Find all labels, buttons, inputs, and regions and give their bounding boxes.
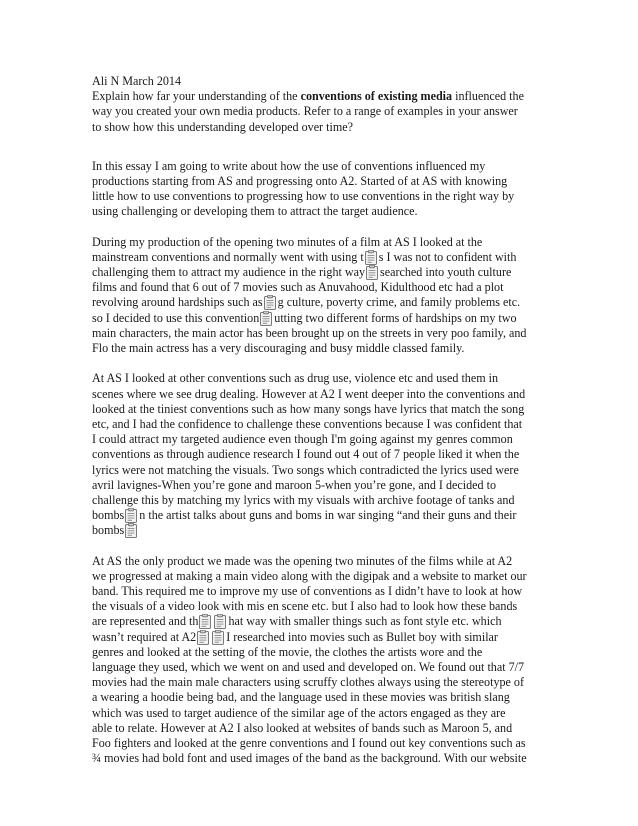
paragraph-line: Foo fighters and looked at the genre conventions and I found out key conventions such as [92, 735, 526, 750]
question-text: influenced the [452, 89, 524, 104]
paragraph-line: main characters, the main actor has been brought up on the streets in very poo family, and [92, 325, 527, 340]
paragraph-line: band. This required me to improve my use of conventions as I didn’t have to look at how [92, 584, 523, 598]
paragraph-line: n the artist talks about guns and boms in war singing “and their guns and their [139, 508, 517, 523]
paragraph-line: little how to use conventions to progressing how to use conventions in the right way by [92, 189, 515, 204]
paragraph-line: the visuals of a video look with mis en scene etc. but I also had to look how these bands [92, 599, 518, 614]
paragraph-as-a2-conventions [92, 371, 552, 538]
paragraph-line: revolving around hardships such as [92, 295, 263, 310]
paragraph-line: using challenging or developing them to attract the target audience. [92, 204, 418, 219]
paragraph-line: lyrics were not matching the visuals. Two songs which contradicted the lyrics used were [92, 462, 519, 477]
essay-question [92, 89, 552, 135]
paragraph-line: films and found that 6 out of 7 movies such as Anuvahood, Kidulthood etc had a plot [92, 280, 504, 295]
paragraph-intro [92, 159, 552, 220]
paragraph-line: challenging them to attract my audience in the right way [92, 265, 366, 280]
paragraph-line: which was used to target audience of the similar age of the actors engaged as they are [92, 705, 506, 720]
paragraph-line: g culture, poverty crime, and family problems etc. [277, 295, 521, 310]
paragraph-line: utting two different forms of hardships on my two [274, 310, 517, 325]
note-icon[interactable] [199, 614, 212, 629]
question-text: to show how this understanding developed over time? [92, 119, 353, 134]
note-icon[interactable] [260, 311, 273, 326]
note-icon[interactable] [365, 250, 378, 265]
note-icon[interactable] [125, 523, 138, 538]
paragraph-line: etc, and I had the confidence to challenge these conventions because I was confident that [92, 416, 523, 431]
paragraph-line: In this essay I am going to write about how the use of conventions influenced my [92, 158, 486, 173]
question-text: way you created your own media products. Refer to a range of examples in your answer [92, 104, 518, 119]
paragraph-line: Flo the main actress has a very discouraging and busy middle classed family. [92, 341, 465, 355]
paragraph-line: ¾ movies had bold font and used images of the band as the background. With our website [92, 751, 527, 766]
paragraph-line: language they used, which we went on and used and developed on. We found out that 7/7 [92, 659, 525, 674]
note-icon[interactable] [125, 508, 138, 523]
note-icon[interactable] [366, 265, 379, 280]
paragraph-line: I researched into movies such as Bullet boy with similar [226, 629, 498, 644]
essay-body [92, 74, 552, 766]
paragraph-line: At AS I looked at other conventions such as drug use, violence etc and used them in [92, 371, 499, 386]
paragraph-line: able to relate. However at A2 I also looked at websites of bands such as Maroon 5, and [92, 720, 513, 735]
paragraph-line: bombs [92, 523, 125, 538]
paragraph-line: genres and looked at the setting of the movie, the clothes the artists wore and the [92, 644, 483, 659]
paragraph-line: bombs [92, 508, 125, 523]
paragraph-line: a wearing a hoodie being bad, and the language used in these movies was british slang [92, 690, 510, 705]
paragraph-line: wasn’t required at A2 [92, 629, 197, 644]
paragraph-line: searched into youth culture [380, 265, 512, 280]
paragraph-line: we progressed at making a main video along with the digipak and a website to market our [92, 568, 527, 583]
paragraph-line: challenge this by matching my lyrics with my visuals with archive footage of tanks and [92, 492, 515, 507]
paragraph-line: s I was not to confident with [378, 249, 517, 264]
paragraph-as-opening [92, 235, 552, 357]
note-icon[interactable] [197, 630, 210, 645]
paragraph-line: looked at the tiniest conventions such as how many songs have lyrics that match the song [92, 401, 525, 416]
paragraph-line: hat way with smaller things such as font style etc. which [228, 614, 502, 629]
paragraph-line: conventions as through audience research I found out 4 out of 7 people liked it when the [92, 447, 520, 462]
paragraph-line: mainstream conventions and normally went with using t [92, 249, 364, 264]
question-bold-phrase: conventions of existing media [300, 89, 453, 104]
note-icon[interactable] [212, 630, 225, 645]
note-icon[interactable] [264, 295, 277, 310]
paragraph-line: scenes where we see drug dealing. However at A2 I went deeper into the conventions and [92, 386, 526, 401]
paragraph-line: so I decided to use this convention [92, 310, 260, 325]
paragraph-line: movies had the main male characters using scruffy clothes always using the stereotype of [92, 675, 524, 690]
question-text: Explain how far your understanding of the [92, 89, 301, 104]
note-icon[interactable] [214, 614, 227, 629]
paragraph-line: avril lavignes-When you’re gone and maroon 5-when you’re gone, and I decided to [92, 477, 496, 492]
paragraph-line: I could attract my targeted audience even though I'm going against my genres common [92, 432, 513, 447]
paragraph-line: productions starting from AS and progressing onto A2. Started of at AS with knowing [92, 173, 508, 188]
author-date: Ali N March 2014 [92, 74, 182, 88]
paragraph-line: At AS the only product we made was the opening two minutes of the films while at A2 [92, 553, 513, 568]
paragraph-line: are represented and th [92, 614, 199, 629]
paragraph-line: During my production of the opening two minutes of a film at AS I looked at the [92, 234, 483, 249]
paragraph-products [92, 554, 552, 767]
